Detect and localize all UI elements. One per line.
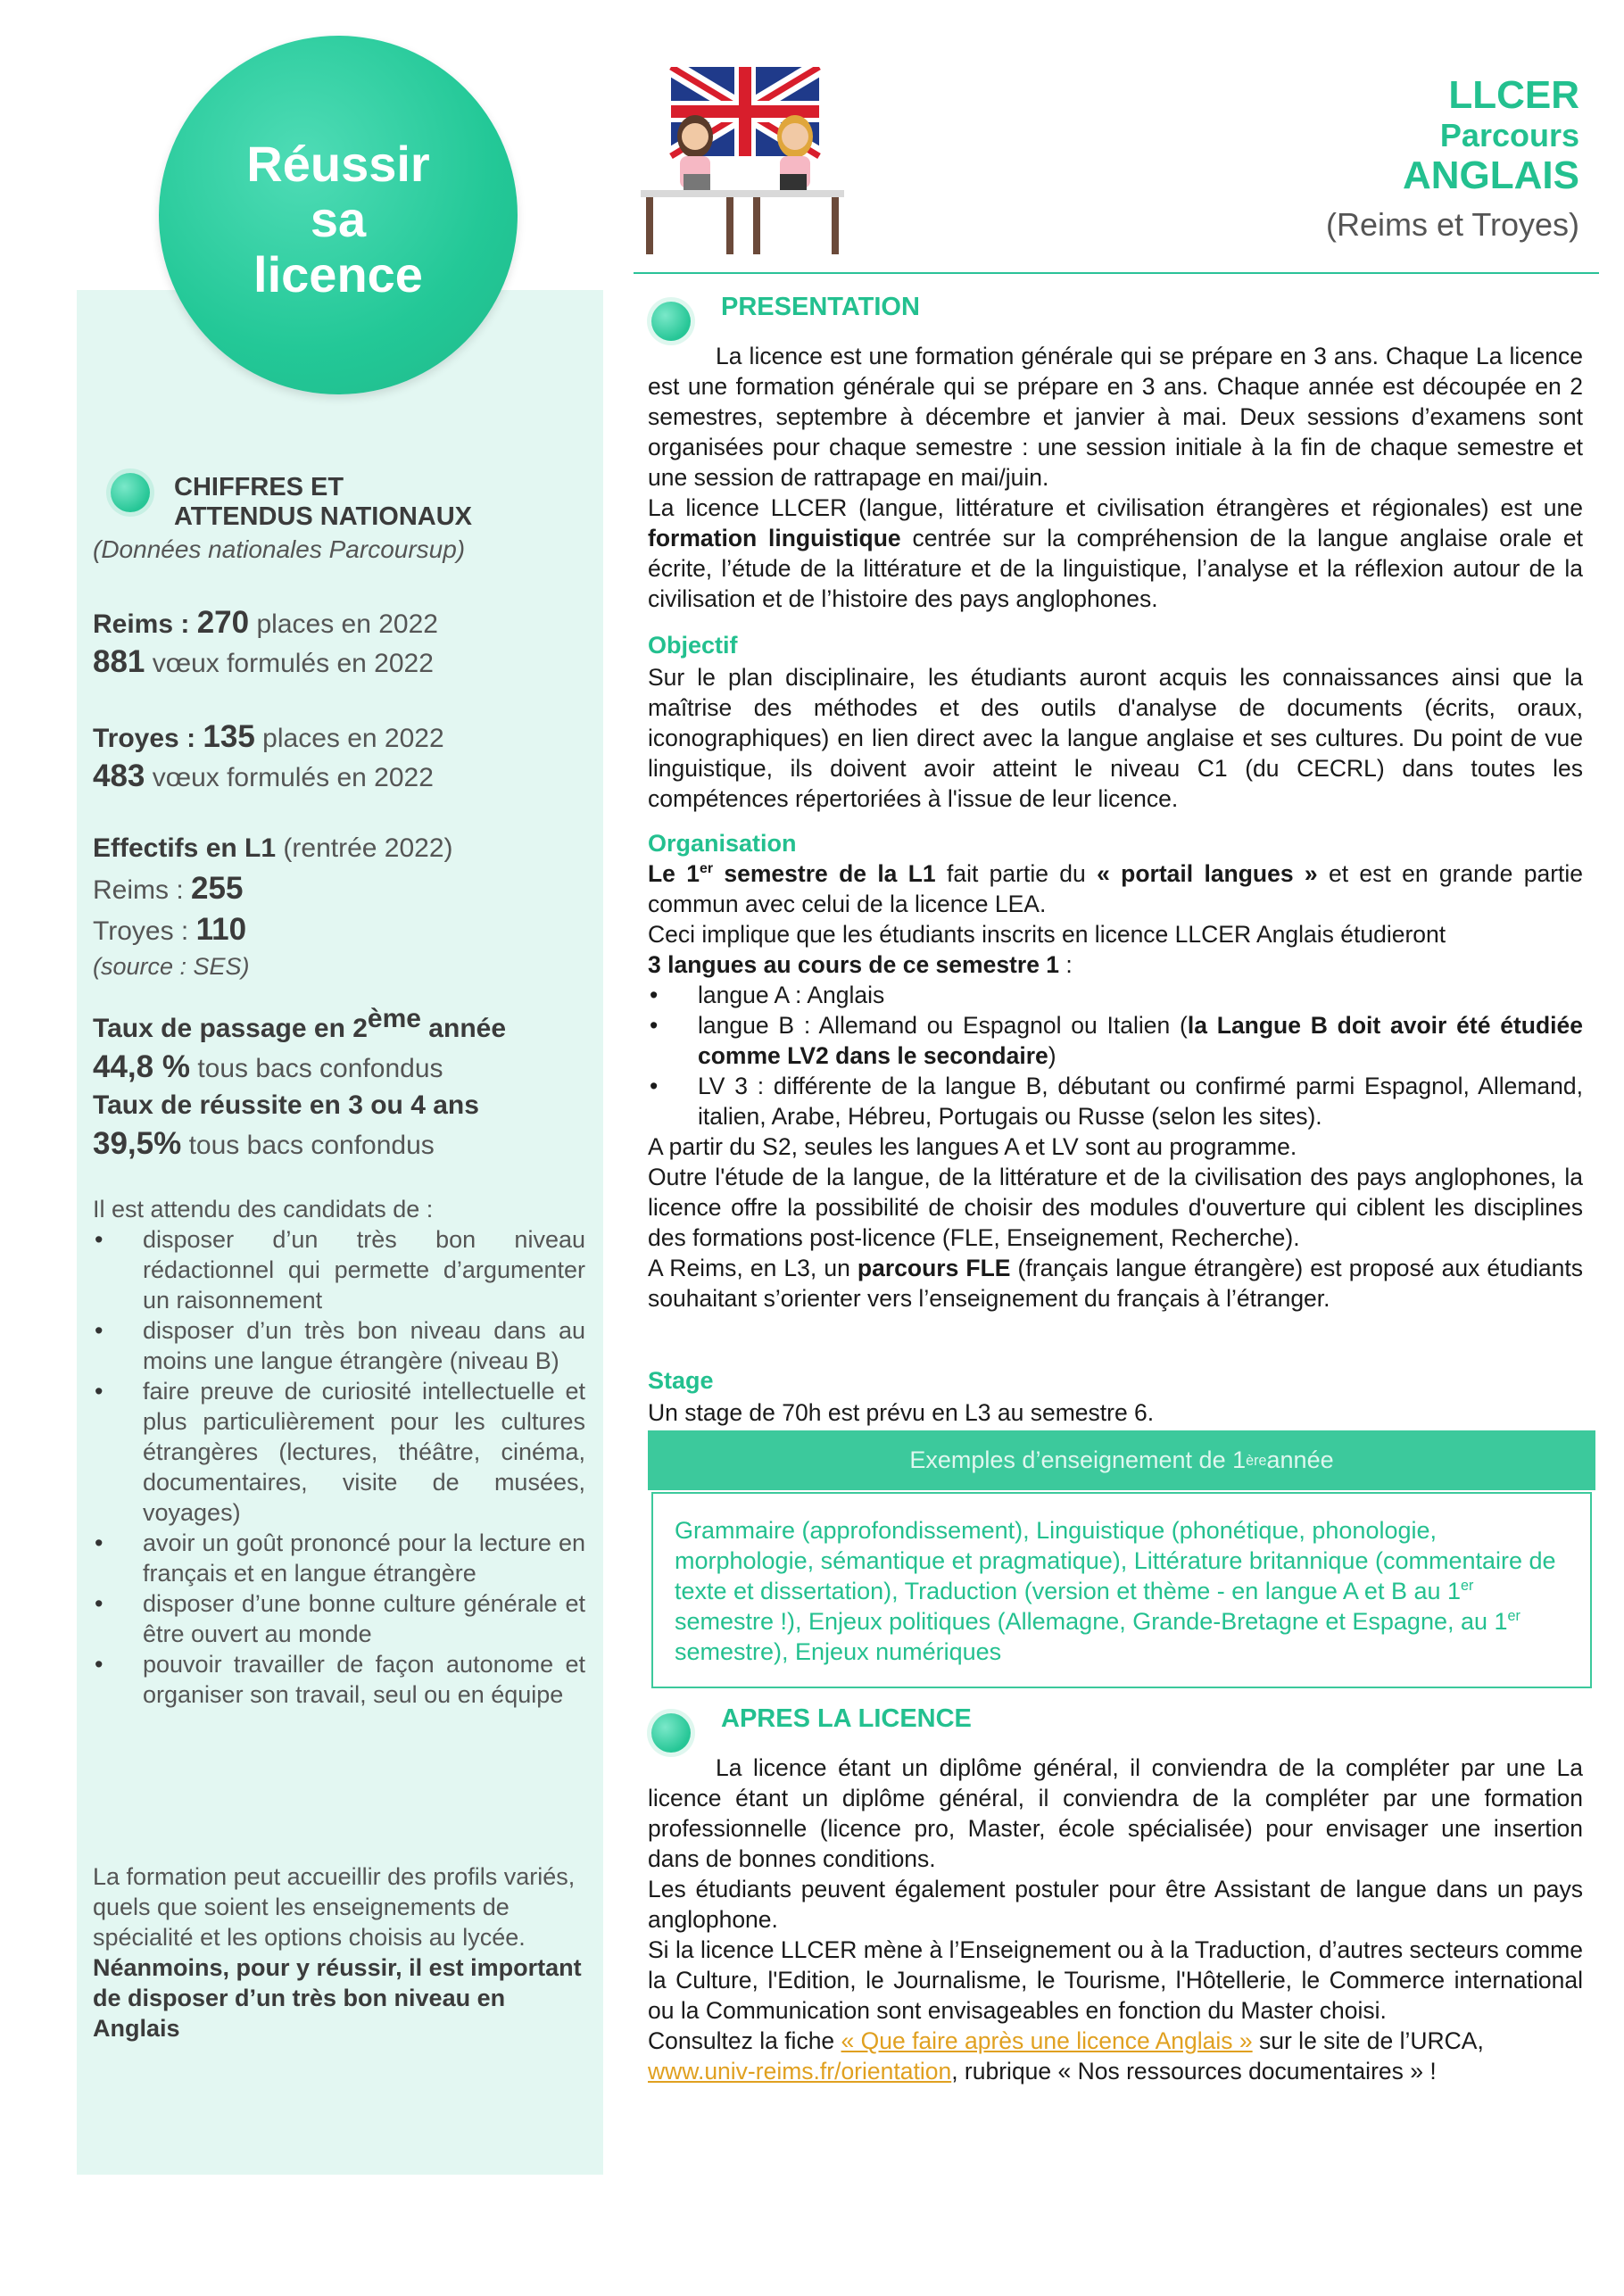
organisation-heading: Organisation <box>648 830 797 857</box>
list-item: • disposer d’une bonne culture générale et être ouvert au monde <box>93 1588 585 1649</box>
languages-list <box>648 980 1583 1131</box>
examples-box <box>651 1492 1592 1688</box>
effectifs-label: Effectifs en L1 (rentrée 2022) <box>93 833 453 863</box>
list-item: • disposer d’un très bon niveau rédactionnel qui permette d’argumenter un raisonnement <box>93 1224 585 1315</box>
reussir-badge <box>159 36 518 394</box>
presentation-heading: PRESENTATION <box>721 293 920 321</box>
expectations <box>93 1194 585 1710</box>
list-item: • langue B : Allemand ou Espagnol ou Italien (la Langue B doit avoir été étudiée comme LV2 dans le secondaire) <box>648 1010 1583 1071</box>
program-title: LLCER <box>1448 73 1579 117</box>
section-bullet-icon <box>651 1713 691 1753</box>
effectifs-source: (source : SES) <box>93 953 250 980</box>
fiche-link[interactable]: « Que faire après une licence Anglais » <box>841 2027 1253 2054</box>
list-item: • avoir un goût prononcé pour la lecture en français et en langue étrangère <box>93 1528 585 1588</box>
stage-heading: Stage <box>648 1367 714 1394</box>
examples-text: Grammaire (approfondissement), Linguistique (phonétique, phonologie, morphologie, sémantique et pragmatique), Littérature britannique (commentaire de texte et dissertation), Traduction (version et thème - en langue A et B au 1er semestre !), Enjeux politiques (Allemagne, Grande-Bretagne et Espagne, au 1er semestre), Enjeux numériques <box>675 1517 1556 1665</box>
apres-text: La licence étant un diplôme général, il conviendra de la compléter par une La licence étant un diplôme général, il conviendra de la compléter par une formation professionnelle (licence pro, Master, école spécialisée) pour envisager une insertion dans de bonnes conditions. Les étudiants peuvent également postuler pour être Assistant de langue dans un pays anglophone. Si la licence LLCER mène à l’Enseignement ou à la Traduction, d’autres secteurs comme la Culture, l'Edition, le Journalisme, le Tourisme, l'Hôtellerie, le Commerce international ou la Communication sont envisageables en fonction du Master choisi. Consultez la fiche « Que faire après une licence Anglais » sur le site de l’URCA, www.univ-reims.fr/orientation, rubrique « Nos ressources documentaires » ! <box>648 1754 1583 2085</box>
list-item: • faire preuve de curiosité intellectuelle et plus particulièrement pour les cultures étrangères (lectures, théâtre, cinéma, documentaires, visite de musées, voyages) <box>93 1376 585 1528</box>
reims-places: Reims : 270 places en 2022 <box>93 605 438 640</box>
reims-voeux: 881 vœux formulés en 2022 <box>93 644 434 679</box>
list-item: • pouvoir travailler de façon autonome et organiser son travail, seul ou en équipe <box>93 1649 585 1710</box>
troyes-voeux: 483 vœux formulés en 2022 <box>93 758 434 793</box>
program-name: ANGLAIS <box>1403 153 1579 197</box>
objectif-text: Sur le plan disciplinaire, les étudiants auront acquis les connaissances ainsi que la maîtrise des méthodes et des outils d'analyse de documents (écrits, oraux, iconographiques) en lien direct avec la langue anglaise et ses cultures. Du point de vue linguistique, ils doivent avoir atteint le niveau C1 (du CECRL) dans toutes les compétences répertoriées à l'issue de leur licence. <box>648 664 1583 812</box>
effectifs-troyes: Troyes : 110 <box>93 912 247 947</box>
objectif-heading: Objectif <box>648 632 738 659</box>
presentation-text: La licence est une formation générale qui se prépare en 3 ans. Chaque La licence est une formation générale qui se prépare en 3 ans. Chaque année est découpée en 2 semestres, septembre à décembre et janvier à mai. Deux sessions d’examens sont organisées pour chaque semestre : une session initiale à la fin de chaque semestre et une session de rattrapage en mai/juin. La licence LLCER (langue, littérature et civilisation étrangères et régionales) est une formation linguistique centrée sur la compréhension de la langue anglaise orale et écrite, l’étude de la littérature et de la linguistique, l’analyse et la réflexion autour de la civilisation et de l’histoire des pays anglophones. <box>648 343 1583 612</box>
troyes-places: Troyes : 135 places en 2022 <box>93 719 444 754</box>
section-bullet-icon <box>651 302 691 341</box>
desks-icon <box>641 190 844 254</box>
stage-text: Un stage de 70h est prévu en L3 au semestre 6. <box>648 1399 1155 1426</box>
reussite-value: 39,5% tous bacs confondus <box>93 1126 435 1161</box>
effectifs-reims: Reims : 255 <box>93 871 244 906</box>
closing-note: La formation peut accueillir des profils variés, quels que soient les enseignements de spécialité et les options choisis au lycée. Néanmoins, pour y réussir, il est important de disposer d’un très bon niveau en Anglais <box>93 1863 582 2042</box>
reussite-label: Taux de réussite en 3 ou 4 ans <box>93 1090 479 1120</box>
sidebar-heading: CHIFFRES ET ATTENDUS NATIONAUX <box>174 473 473 531</box>
program-sites: (Reims et Troyes) <box>1325 206 1579 243</box>
title-block <box>1326 73 1579 246</box>
section-bullet-icon <box>111 473 150 512</box>
organisation-text: Le 1er semestre de la L1 fait partie du « portail langues » et est en grande partie commun avec celui de la licence LEA. Ceci implique que les étudiants inscrits en licence LLCER Anglais étudieront 3 langues au cours de ce semestre 1 : • langue A : Anglais • langue B : Allemand ou Espagnol ou Italien (la Langue B doit avoir été étudiée comme LV2 dans le secondaire) • LV 3 : différente de la langue B, débutant ou confirmé parmi Espagnol, Allemand, italien, Arabe, Hébreu, Portugais ou Russe (selon les sites). A partir du S2, seules les langues A et LV sont au programme. Outre l'étude de la langue, de la littérature et de la civilisation des pays anglophones, la licence offre la possibilité de choisir des modules d'ouverture qui ciblent les disciplines des formations post-licence (FLE, Enseignement, Recherche). A Reims, en L3, un parcours FLE (français langue étrangère) est proposé aux étudiants souhaitant s’orienter vers l’enseignement du français à l’étranger. <box>648 858 1583 1314</box>
program-subtitle: Parcours <box>1439 117 1579 153</box>
passage-value: 44,8 % tous bacs confondus <box>93 1049 443 1084</box>
examples-box-header: Exemples d’enseignement de 1 ère année <box>648 1430 1595 1490</box>
passage-label: Taux de passage en 2ème année <box>93 1004 507 1043</box>
uk-flag-students-illustration <box>628 67 857 263</box>
apres-heading: APRES LA LICENCE <box>721 1704 972 1733</box>
list-item: • LV 3 : différente de la langue B, débutant ou confirmé parmi Espagnol, Allemand, italien, Arabe, Hébreu, Portugais ou Russe (selon les sites). <box>648 1071 1583 1131</box>
expectations-list <box>93 1224 585 1710</box>
orientation-url-link[interactable]: www.univ-reims.fr/orientation <box>648 2058 952 2085</box>
header-divider <box>634 272 1599 274</box>
sidebar-subheading: (Données nationales Parcoursup) <box>93 535 466 563</box>
expectations-intro: Il est attendu des candidats de : <box>93 1196 434 1223</box>
list-item: • langue A : Anglais <box>648 980 1583 1010</box>
badge-title: Réussir sa licence <box>246 136 430 303</box>
list-item: • disposer d’un très bon niveau dans au moins une langue étrangère (niveau B) <box>93 1315 585 1376</box>
